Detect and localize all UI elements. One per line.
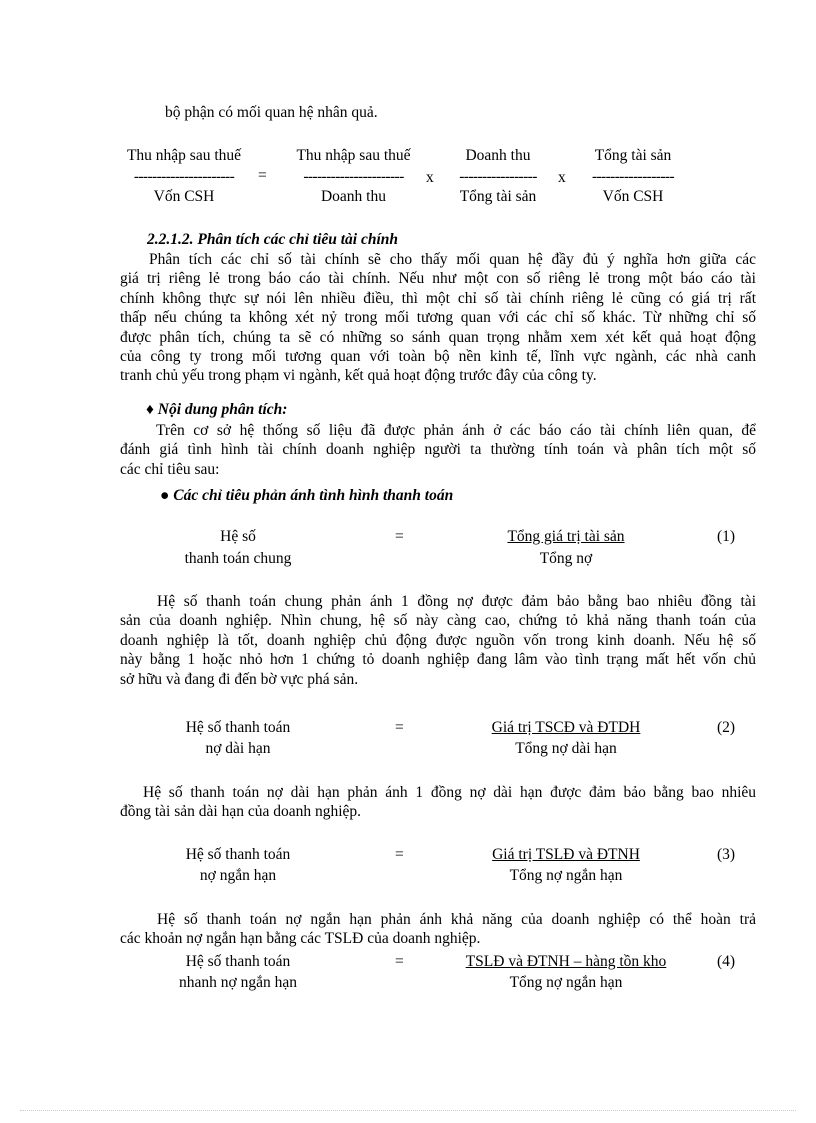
paragraph-line: sở hữu và đang đi đến bờ vực phá sản. <box>120 670 359 688</box>
formula-equals: = <box>395 528 404 545</box>
content-heading: ♦ Nội dung phân tích: <box>146 401 288 418</box>
paragraph-line: các khoản nợ ngắn hạn bằng các TSLĐ của doanh nghiệp. <box>120 930 481 948</box>
dupont-term-4-numerator: Tổng tài sản <box>594 147 672 164</box>
formula-equals: = <box>395 953 404 970</box>
formula-index: (1) <box>717 528 736 545</box>
formula-equals: = <box>395 719 404 736</box>
formula-name: thanh toán chung <box>184 550 292 567</box>
dupont-term-1-dash: ---------------------- <box>133 168 235 185</box>
dupont-term-1-denominator: Vốn CSH <box>153 188 215 205</box>
formula-index: (2) <box>717 719 736 736</box>
paragraph-analysis-intro <box>120 250 756 386</box>
dupont-term-3-denominator: Tổng tài sản <box>459 188 537 205</box>
dupont-term-4-dash: ------------------ <box>591 168 675 185</box>
formula-name: Hệ số <box>220 528 256 545</box>
paragraph-formula-1-explanation <box>120 592 756 689</box>
intro-line: bộ phận có mối quan hệ nhân quả. <box>165 104 378 121</box>
dupont-multiply-2: x <box>558 169 566 186</box>
formula-index: (3) <box>717 846 736 863</box>
paragraph-line: của công ty trong mối tương quan với toàn bộ nền kinh tế, lĩnh vực ngành, các nhà canh <box>120 348 756 366</box>
formula-name: Hệ số thanh toán <box>185 846 291 863</box>
dupont-equals: = <box>258 167 267 184</box>
formula-denominator: Tổng nợ <box>539 550 593 567</box>
formula-denominator: Tổng nợ dài hạn <box>515 740 617 757</box>
paragraph-line: Trên cơ sở hệ thống số liệu đã được phản ánh ở các báo cáo tài chính liên quan, để <box>156 422 756 439</box>
paragraph-line: sản của doanh nghiệp. Nhìn chung, hệ số này càng cao, chứng tỏ khả năng thanh toán của <box>120 612 756 630</box>
paragraph-line: giá trị riêng lẻ trong báo cáo tài chính. Nếu như một con số riêng lẻ trong một báo cáo tài <box>120 270 756 288</box>
section-heading: 2.2.1.2. Phân tích các chỉ tiêu tài chính <box>147 231 399 248</box>
indicators-heading: ● Các chỉ tiêu phản ánh tình hình thanh toán <box>160 487 454 504</box>
formula-numerator: Giá trị TSCĐ và ĐTDH <box>491 719 641 736</box>
paragraph-line: thấp nếu chúng ta không xét nỷ trong mối tương quan với các chỉ số khác. Từ những chỉ số <box>120 309 756 327</box>
formula-name: nợ ngắn hạn <box>199 867 277 884</box>
page-bottom-divider <box>20 1110 796 1111</box>
dupont-term-2-denominator: Doanh thu <box>320 188 386 205</box>
dupont-term-3-numerator: Doanh thu <box>465 147 531 164</box>
paragraph-line: chính không thực sự nói lên nhiều điều, thì một chỉ số tài chính riêng lẻ cũng có giá trị rất <box>120 289 756 307</box>
formula-denominator: Tổng nợ ngắn hạn <box>509 867 623 884</box>
formula-name: nhanh nợ ngắn hạn <box>179 974 297 991</box>
paragraph-content-intro <box>120 421 756 479</box>
paragraph-formula-2-explanation <box>120 783 756 822</box>
paragraph-line: doanh nghiệp là tốt, doanh nghiệp chủ động được nguồn vốn trong kinh doanh. Nếu hệ số <box>120 631 756 649</box>
dupont-term-1-numerator: Thu nhập sau thuế <box>126 147 242 164</box>
formula-equals: = <box>395 846 404 863</box>
formula-numerator: TSLĐ và ĐTNH – hàng tồn kho <box>465 953 667 970</box>
paragraph-line: Hệ số thanh toán chung phản ánh 1 đồng nợ được đảm bảo bằng bao nhiêu đồng tài <box>157 593 756 610</box>
paragraph-line: tranh chủ yếu trong phạm vi ngành, kết quả hoạt động trước đây của công ty. <box>120 367 597 385</box>
formula-name: Hệ số thanh toán <box>185 719 291 736</box>
paragraph-formula-3-explanation <box>120 910 756 949</box>
formula-name: nợ dài hạn <box>205 740 271 757</box>
dupont-term-3-dash: ----------------- <box>459 168 537 185</box>
formula-numerator: Tổng giá trị tài sản <box>507 528 625 545</box>
formula-index: (4) <box>717 953 736 970</box>
paragraph-line: này bằng 1 hoặc nhỏ hơn 1 chứng tỏ doanh nghiệp đang lâm vào tình trạng mất hết vốn chủ <box>120 651 756 669</box>
paragraph-line: Phân tích các chỉ số tài chính sẽ cho thấy mối quan hệ đầy đủ ý nghĩa hơn giữa các <box>149 251 756 268</box>
paragraph-line: các chỉ tiêu sau: <box>120 460 220 478</box>
paragraph-line: đánh giá tình hình tài chính doanh nghiệp người ta thường tính toán và phân tích một số <box>120 441 756 459</box>
paragraph-line: được phân tích, chúng ta sẽ có những so sánh quan trọng nhằm xem xét kết quả hoạt động <box>120 328 756 346</box>
formula-denominator: Tổng nợ ngắn hạn <box>509 974 623 991</box>
paragraph-line: đồng tài sản dài hạn của doanh nghiệp. <box>120 803 362 821</box>
dupont-term-2-numerator: Thu nhập sau thuế <box>296 147 411 164</box>
formula-numerator: Giá trị TSLĐ và ĐTNH <box>492 846 640 863</box>
dupont-term-2-dash: ---------------------- <box>303 168 404 185</box>
dupont-multiply-1: x <box>426 169 434 186</box>
paragraph-line: Hệ số thanh toán nợ ngắn hạn phản ánh khả năng của doanh nghiệp có thể hoàn trả <box>157 911 756 928</box>
formula-name: Hệ số thanh toán <box>185 953 291 970</box>
paragraph-line: Hệ số thanh toán nợ dài hạn phản ánh 1 đồng nợ dài hạn được đảm bảo bằng bao nhiêu <box>143 784 756 801</box>
dupont-term-4-denominator: Vốn CSH <box>602 188 664 205</box>
